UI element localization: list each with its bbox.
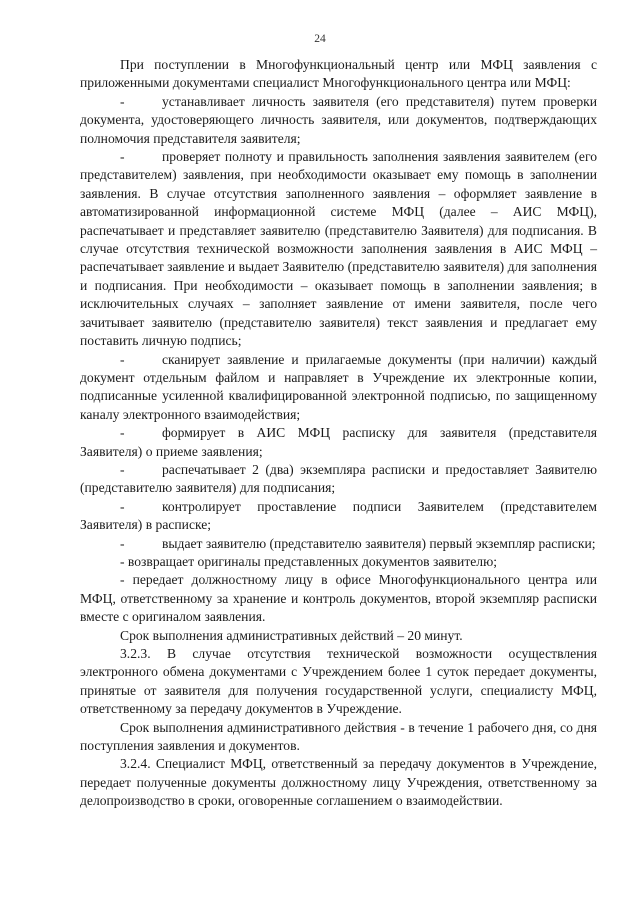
bullet-text: выдает заявителю (представителю заявителя) первый экземпляр расписки; [162, 535, 596, 551]
bullet-text: сканирует заявление и прилагаемые документы (при наличии) каждый документ отдельным файлом и направляет в Учреждение их электронные копии, подписанные усиленной квалифицированной электронной подписью, по защищенному каналу электронного взаимодействия; [80, 351, 597, 422]
dash-item: - передает должностному лицу в офисе Многофункционального центра или МФЦ, ответственному за хранение и контроль документов, второй экземпляр расписки вместе с оригиналом заявления. [80, 572, 597, 625]
bullet-text: проверяет полноту и правильность заполнения заявления заявителем (его представителем) заявления, при необходимости оказывает ему помощь в заполнении заявления. В случае отсутствия заполненного заявления – оформляет заявление в автоматизированной информационной системе МФЦ (далее – АИС МФЦ), распечатывает и представляет заявителю (представителю Заявителя) для подписания. В случае отсутствия технической возможности заполнения заявления в АИС МФЦ – распечатывает заявление и выдает Заявителю (представителю заявителя) для заполнения и подписания. При необходимости – оказывает помощь в заполнении заявления; в исключительных случаях – заполняет заявление от имени заявителя, после чего зачитывает заявителю (представителю заявителя) текст заявления и предлагает ему поставить личную подпись; [80, 149, 597, 349]
bullet-item [80, 93, 597, 148]
bullet-marker: - [120, 461, 125, 477]
bullet-marker: - [120, 93, 125, 109]
bullet-item [80, 461, 597, 498]
bullet-marker: - [120, 498, 125, 514]
bullet-item [80, 498, 597, 535]
bullet-text: контролирует проставление подписи Заявителем (представителем Заявителя) в расписке; [80, 498, 597, 533]
bullet-item [80, 148, 597, 350]
bullet-marker: - [120, 425, 125, 441]
document-body [80, 56, 597, 811]
dash-item: - возвращает оригиналы представленных документов заявителю; [120, 553, 498, 569]
bullet-item [80, 535, 597, 553]
bullet-marker: - [120, 351, 125, 367]
deadline-paragraph: Срок выполнения административного действия - в течение 1 рабочего дня, со дня поступления заявления и документов. [80, 719, 597, 754]
bullet-item [80, 351, 597, 425]
deadline-paragraph: Срок выполнения административных действий – 20 минут. [120, 627, 463, 643]
bullet-text: распечатывает 2 (два) экземпляра расписки и предоставляет Заявителю (представителю заявителя) для подписания; [80, 461, 597, 496]
bullet-text: формирует в АИС МФЦ расписку для заявителя (представителя Заявителя) о приеме заявления; [80, 425, 597, 459]
bullet-item [80, 424, 597, 461]
bullet-text: устанавливает личность заявителя (его представителя) путем проверки документа, удостоверяющего личность заявителя, или документов, подтверждающих полномочия представителя заявителя; [80, 93, 597, 146]
bullet-marker: - [120, 535, 125, 551]
page-number: 24 [314, 33, 326, 45]
intro-paragraph: При поступлении в Многофункциональный центр или МФЦ заявления с приложенными документами специалист Многофункционального центра или МФЦ: [80, 57, 597, 91]
bullet-marker: - [120, 149, 125, 165]
section-3-2-4-paragraph: 3.2.4. Специалист МФЦ, ответственный за передачу документов в Учреждение, передает полученные документы должностному лицу Учреждения, ответственному за делопроизводство в сроки, оговоренные соглашением о взаимодействии. [80, 756, 597, 809]
section-3-2-3-paragraph: 3.2.3. В случае отсутствия технической возможности осуществления электронного обмена документами с Учреждением более 1 суток передает документы, принятые от заявителя для получения государственной услуги, специалисту МФЦ, ответственному за передачу документов в Учреждение. [80, 646, 597, 717]
